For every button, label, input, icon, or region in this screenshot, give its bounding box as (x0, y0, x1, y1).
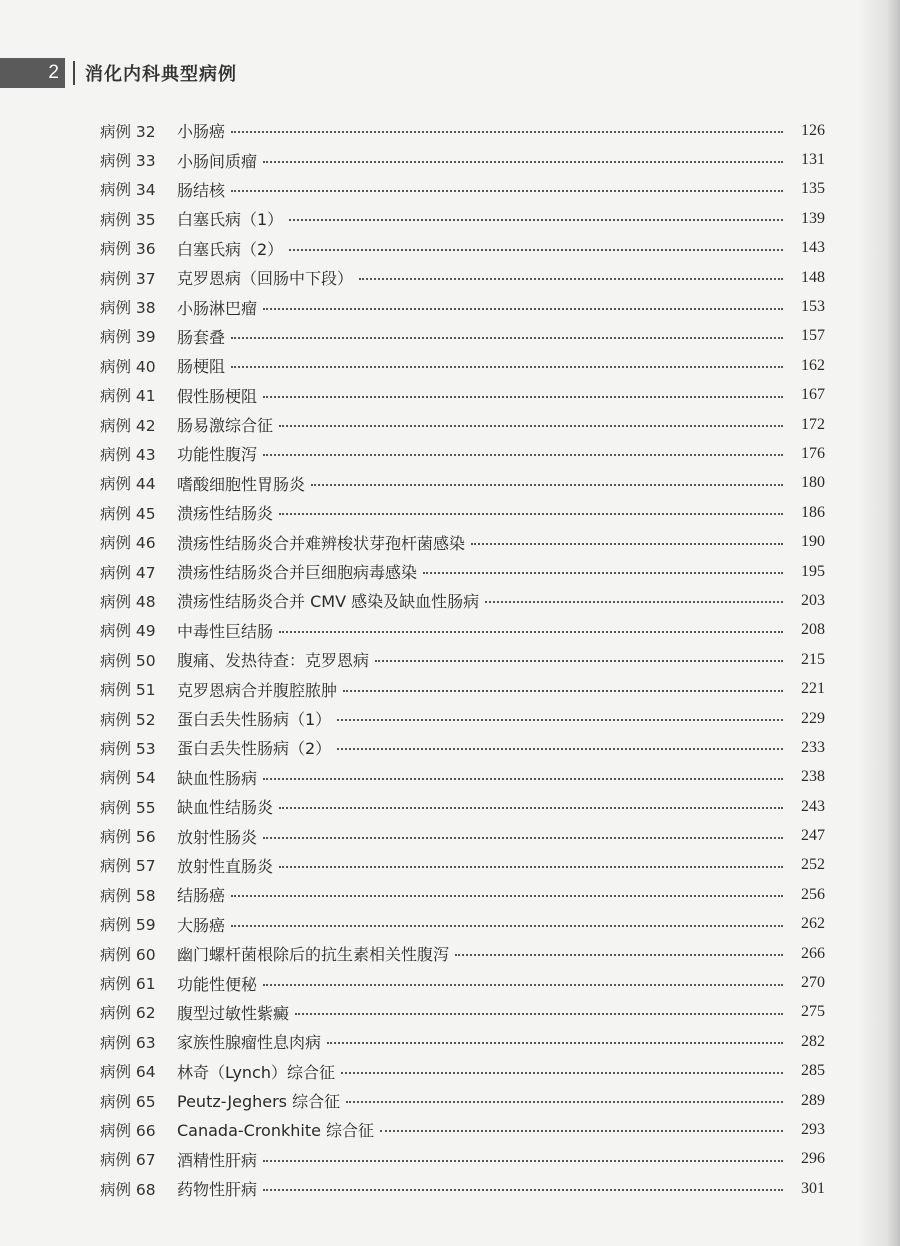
page-reference: 153 (801, 298, 825, 316)
case-number: 病例 48 (100, 592, 156, 611)
case-number: 病例 49 (100, 622, 156, 641)
case-number: 病例 42 (100, 416, 156, 435)
dot-leader (231, 189, 783, 192)
case-title: 放射性肠炎 (177, 827, 258, 847)
dot-leader (423, 571, 783, 574)
toc-entry[interactable] (100, 469, 825, 498)
case-title: Peutz-Jeghers 综合征 (177, 1092, 341, 1112)
toc-entry[interactable] (100, 910, 825, 939)
page-reference: 275 (801, 1003, 825, 1021)
case-title: 假性肠梗阻 (177, 386, 258, 406)
case-number: 病例 35 (100, 210, 156, 229)
toc-entry[interactable] (100, 792, 825, 821)
toc-entry[interactable] (100, 1115, 825, 1144)
case-number: 病例 65 (100, 1092, 156, 1111)
case-title: 肠梗阻 (177, 357, 226, 377)
case-number: 病例 51 (100, 681, 156, 700)
case-title: 酒精性肝病 (177, 1150, 258, 1170)
case-title: 腹痛、发热待查：克罗恩病 (177, 651, 370, 671)
page-reference: 233 (801, 738, 825, 756)
case-number: 病例 54 (100, 769, 156, 788)
page-reference: 190 (801, 533, 825, 551)
case-number: 病例 59 (100, 916, 156, 935)
case-title: 缺血性肠病 (177, 768, 258, 788)
page-reference: 139 (801, 209, 825, 227)
case-title: 家族性腺瘤性息肉病 (177, 1033, 322, 1053)
page-number: 2 (48, 62, 59, 83)
toc-entry[interactable] (100, 939, 825, 968)
case-title: 中毒性巨结肠 (177, 621, 274, 641)
case-number: 病例 60 (100, 945, 156, 964)
case-title: 克罗恩病合并腹腔脓肿 (177, 680, 338, 700)
toc-entry[interactable] (100, 674, 825, 703)
case-number: 病例 61 (100, 975, 156, 994)
dot-leader (380, 1129, 783, 1132)
dot-leader (279, 865, 783, 868)
toc-entry[interactable] (100, 498, 825, 527)
case-title: 药物性肝病 (177, 1180, 258, 1200)
page-reference: 247 (801, 827, 825, 845)
case-number: 病例 37 (100, 269, 156, 288)
dot-leader (231, 365, 783, 368)
toc-entry[interactable] (100, 410, 825, 439)
dot-leader (231, 130, 783, 133)
dot-leader (263, 983, 783, 986)
case-title: 溃疡性结肠炎合并巨细胞病毒感染 (177, 563, 418, 583)
case-title: 肠套叠 (177, 327, 226, 347)
case-number: 病例 64 (100, 1063, 156, 1082)
case-title: 结肠癌 (177, 886, 226, 906)
dot-leader (279, 630, 783, 633)
toc-entry[interactable] (100, 351, 825, 380)
dot-leader (231, 336, 783, 339)
case-number: 病例 57 (100, 857, 156, 876)
case-title: 嗜酸细胞性胃肠炎 (177, 474, 306, 494)
case-number: 病例 50 (100, 651, 156, 670)
dot-leader (337, 747, 783, 750)
case-number: 病例 36 (100, 240, 156, 259)
case-title: 小肠间质瘤 (177, 151, 258, 171)
case-title: 小肠癌 (177, 122, 226, 142)
case-number: 病例 38 (100, 299, 156, 318)
page-reference: 126 (801, 121, 825, 139)
case-title: 溃疡性结肠炎合并 CMV 感染及缺血性肠病 (177, 592, 480, 612)
toc-entry[interactable] (100, 557, 825, 586)
dot-leader (289, 248, 783, 251)
toc-entry[interactable] (100, 439, 825, 468)
page-reference: 215 (801, 650, 825, 668)
page-reference: 221 (801, 680, 825, 698)
page-reference: 157 (801, 327, 825, 345)
toc-entry[interactable] (100, 263, 825, 292)
dot-leader (263, 307, 783, 310)
case-number: 病例 63 (100, 1033, 156, 1052)
scan-shadow (858, 0, 900, 1246)
case-number: 病例 45 (100, 504, 156, 523)
case-title: 缺血性结肠炎 (177, 798, 274, 818)
page-reference: 301 (801, 1179, 825, 1197)
page-reference: 289 (801, 1091, 825, 1109)
page-reference: 143 (801, 239, 825, 257)
case-number: 病例 34 (100, 181, 156, 200)
page-number-box (0, 58, 65, 88)
case-title: 溃疡性结肠炎 (177, 504, 274, 524)
dot-leader (346, 1100, 783, 1103)
toc-entry[interactable] (100, 851, 825, 880)
page-reference: 293 (801, 1120, 825, 1138)
case-title: 蛋白丢失性肠病（1） (177, 710, 332, 729)
toc-entry[interactable] (100, 645, 825, 674)
dot-leader (295, 1012, 783, 1015)
dot-leader (279, 512, 783, 515)
case-title: Canada-Cronkhite 综合征 (177, 1121, 375, 1141)
toc-entry[interactable] (100, 1057, 825, 1086)
case-number: 病例 40 (100, 357, 156, 376)
case-number: 病例 43 (100, 445, 156, 464)
dot-leader (289, 218, 783, 221)
case-title: 克罗恩病（回肠中下段） (177, 269, 354, 289)
toc-entry[interactable] (100, 175, 825, 204)
page-reference: 167 (801, 386, 825, 404)
case-number: 病例 68 (100, 1180, 156, 1199)
dot-leader (455, 953, 783, 956)
case-title: 功能性便秘 (177, 974, 258, 994)
toc-entry[interactable] (100, 880, 825, 909)
case-title: 蛋白丢失性肠病（2） (177, 739, 332, 759)
case-number: 病例 66 (100, 1121, 156, 1140)
page-header (0, 58, 400, 88)
toc-entry[interactable] (100, 1145, 825, 1174)
case-title: 大肠癌 (177, 915, 226, 935)
toc-entry[interactable] (100, 616, 825, 645)
case-number: 病例 44 (100, 475, 156, 494)
page-reference: 262 (801, 915, 825, 933)
page-reference: 238 (801, 768, 825, 786)
page-reference: 285 (801, 1062, 825, 1080)
dot-leader (375, 659, 783, 662)
dot-leader (263, 1188, 783, 1191)
dot-leader (341, 1071, 783, 1074)
page-reference: 270 (801, 974, 825, 992)
case-number: 病例 55 (100, 798, 156, 817)
toc-entry[interactable] (100, 204, 825, 233)
dot-leader (263, 1159, 783, 1162)
page-reference: 180 (801, 474, 825, 492)
toc-entry[interactable] (100, 586, 825, 615)
case-number: 病例 46 (100, 534, 156, 553)
case-title: 溃疡性结肠炎合并难辨梭状芽孢杆菌感染 (177, 533, 466, 553)
toc-entry[interactable] (100, 763, 825, 792)
page-reference: 176 (801, 444, 825, 462)
toc-entry[interactable] (100, 145, 825, 174)
dot-leader (343, 689, 783, 692)
page-reference: 208 (801, 621, 825, 639)
case-number: 病例 47 (100, 563, 156, 582)
case-number: 病例 39 (100, 328, 156, 347)
dot-leader (263, 777, 783, 780)
page-reference: 252 (801, 856, 825, 874)
case-number: 病例 41 (100, 387, 156, 406)
header-divider (73, 61, 75, 85)
toc-entry[interactable] (100, 733, 825, 762)
toc-entry[interactable] (100, 968, 825, 997)
case-number: 病例 53 (100, 739, 156, 758)
page-reference: 203 (801, 591, 825, 609)
page-reference: 256 (801, 885, 825, 903)
case-title: 功能性腹泻 (177, 445, 258, 465)
dot-leader (279, 424, 783, 427)
dot-leader (337, 718, 783, 721)
toc-entry[interactable] (100, 704, 825, 733)
case-title: 放射性直肠炎 (177, 856, 274, 876)
dot-leader (263, 160, 783, 163)
toc-entry[interactable] (100, 234, 825, 263)
dot-leader (471, 542, 783, 545)
book-title: 消化内科典型病例 (85, 64, 237, 85)
toc-entry[interactable] (100, 527, 825, 556)
case-title: 林奇（Lynch）综合征 (177, 1062, 335, 1082)
page-reference: 172 (801, 415, 825, 433)
toc-entry[interactable] (100, 821, 825, 850)
toc-entry[interactable] (100, 292, 825, 321)
case-number: 病例 33 (100, 152, 156, 171)
page-reference: 135 (801, 180, 825, 198)
dot-leader (231, 894, 783, 897)
toc-entry[interactable] (100, 322, 825, 351)
dot-leader (231, 924, 783, 927)
case-number: 病例 32 (100, 122, 156, 141)
toc-entry[interactable] (100, 1174, 825, 1203)
case-title: 肠易激综合征 (177, 416, 274, 436)
page-reference: 162 (801, 356, 825, 374)
case-number: 病例 67 (100, 1151, 156, 1170)
page-reference: 282 (801, 1032, 825, 1050)
case-number: 病例 58 (100, 886, 156, 905)
case-number: 病例 56 (100, 828, 156, 847)
page-reference: 131 (801, 151, 825, 169)
case-title: 小肠淋巴瘤 (177, 298, 258, 318)
toc-entry[interactable] (100, 1086, 825, 1115)
dot-leader (263, 836, 783, 839)
dot-leader (485, 600, 783, 603)
dot-leader (263, 453, 783, 456)
toc-entry[interactable] (100, 1027, 825, 1056)
dot-leader (311, 483, 783, 486)
table-of-contents (100, 116, 825, 1203)
page-reference: 148 (801, 268, 825, 286)
case-title: 白塞氏病（2） (177, 239, 284, 259)
page-reference: 243 (801, 797, 825, 815)
page-reference: 186 (801, 503, 825, 521)
page-reference: 229 (801, 709, 825, 727)
case-title: 肠结核 (177, 180, 226, 200)
case-number: 病例 52 (100, 710, 156, 729)
page-reference: 296 (801, 1150, 825, 1168)
case-title: 白塞氏病（1） (177, 210, 284, 230)
dot-leader (279, 806, 783, 809)
toc-entry[interactable] (100, 998, 825, 1027)
case-title: 腹型过敏性紫癜 (177, 1003, 290, 1023)
toc-entry[interactable] (100, 381, 825, 410)
case-number: 病例 62 (100, 1004, 156, 1023)
case-title: 幽门螺杆菌根除后的抗生素相关性腹泻 (177, 945, 450, 965)
toc-entry[interactable] (100, 116, 825, 145)
dot-leader (263, 395, 783, 398)
dot-leader (327, 1041, 783, 1044)
page-reference: 266 (801, 944, 825, 962)
page-reference: 195 (801, 562, 825, 580)
dot-leader (359, 277, 783, 280)
